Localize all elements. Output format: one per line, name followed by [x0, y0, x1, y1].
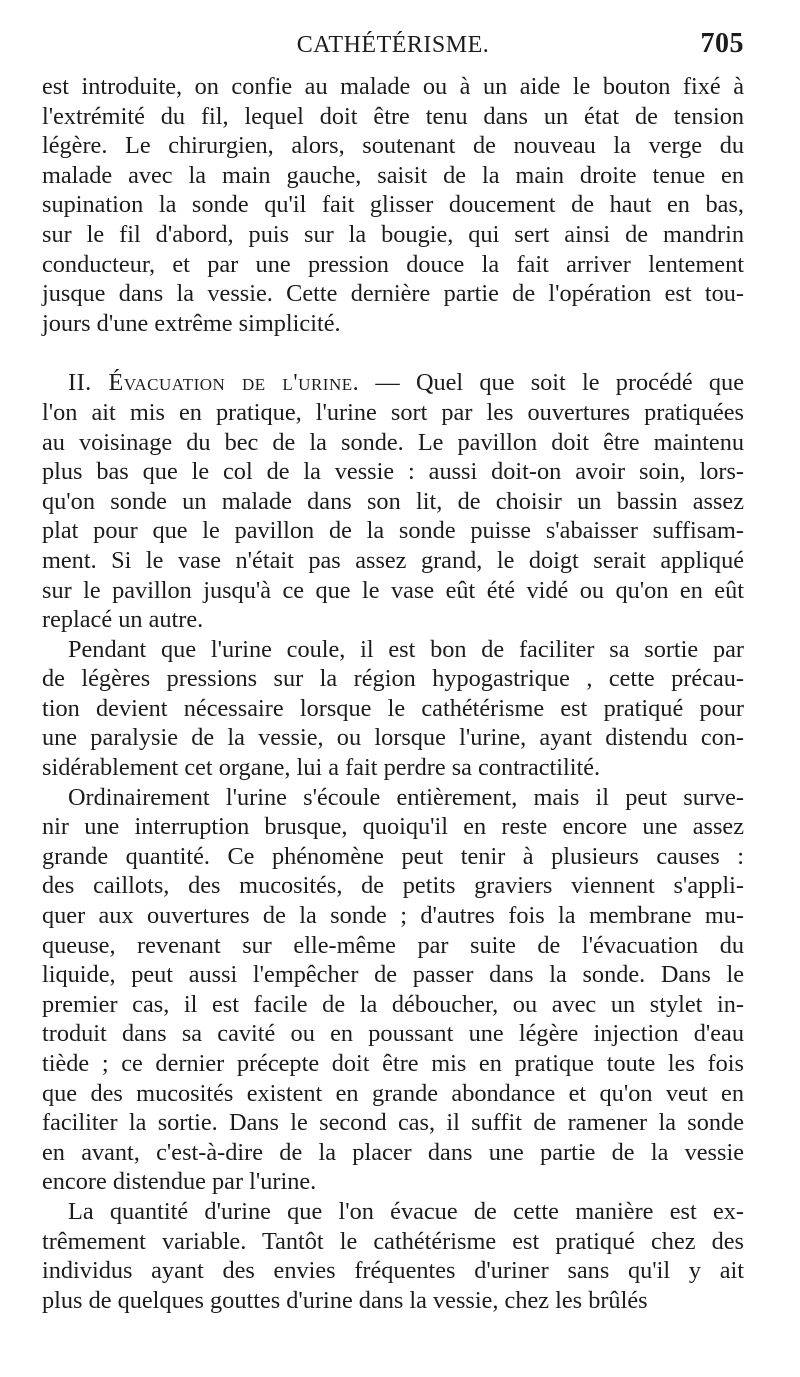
text-line: Ordinairement l'urine s'écoule entièrement, mais il peut surve-	[68, 783, 744, 811]
book-page	[42, 28, 744, 1315]
text-line: replacé un autre.	[42, 606, 204, 634]
text-line: tion devient nécessaire lorsque le cathétérisme est pratiqué pour	[42, 694, 744, 722]
text-line: sur le fil d'abord, puis sur la bougie, qui sert ainsi de mandrin	[42, 220, 744, 248]
text-line: des caillots, des mucosités, de petits graviers viennent s'appli-	[42, 872, 744, 900]
text-line: quer aux ouvertures de la sonde ; d'autres fois la membrane mu-	[42, 902, 744, 930]
text-line: tiède ; ce dernier précepte doit être mis en pratique toute les fois	[42, 1050, 744, 1077]
text-line: conducteur, et par une pression douce la fait arriver lentement	[42, 250, 744, 278]
page-number: 705	[700, 28, 744, 59]
text-line: légère. Le chirurgien, alors, soutenant de nouveau la verge du	[42, 132, 744, 160]
text-line: que des mucosités existent en grande abondance et qu'on veut en	[42, 1079, 744, 1107]
text-line-rest: — Quel que soit le procédé que	[375, 369, 744, 397]
text-line: une paralysie de la vessie, ou lorsque l'urine, ayant distendu con-	[42, 724, 744, 752]
text-line: plat pour que le pavillon de la sonde puisse s'abaisser suffisam-	[42, 517, 744, 545]
text-line: supination la sonde qu'il fait glisser doucement de haut en bas,	[42, 191, 744, 219]
running-title: CATHÉTÉRISME.	[296, 32, 490, 58]
text-line: au voisinage du bec de la sonde. Le pavillon doit être maintenu	[42, 428, 744, 456]
text-line	[42, 368, 744, 398]
text-line: l'extrémité du fil, lequel doit être tenu dans un état de tension	[42, 102, 744, 130]
text-line: en avant, c'est-à-dire de la placer dans une partie de la vessie	[42, 1138, 744, 1166]
section-heading: II. Évacuation de l'urine.	[68, 369, 360, 397]
paragraph	[42, 368, 744, 634]
text-line: jusque dans la vessie. Cette dernière partie de l'opération est tou-	[42, 280, 744, 308]
text-line: jours d'une extrême simplicité.	[42, 309, 341, 337]
paragraph	[42, 783, 744, 1197]
text-line: individus ayant des envies fréquentes d'uriner sans qu'il y ait	[42, 1257, 744, 1285]
text-line: liquide, peut aussi l'empêcher de passer dans la sonde. Dans le	[42, 961, 744, 989]
text-line: de légères pressions sur la région hypogastrique , cette précau-	[42, 665, 744, 693]
paragraph	[42, 635, 744, 783]
text-line: nir une interruption brusque, quoiqu'il en reste encore une assez	[42, 813, 744, 841]
text-line: plus de quelques gouttes d'urine dans la vessie, chez les brûlés	[42, 1286, 648, 1314]
paragraph	[42, 1197, 744, 1315]
text-line: encore distendue par l'urine.	[42, 1168, 317, 1196]
text-line: premier cas, il est facile de la déboucher, ou avec un stylet in-	[42, 990, 744, 1018]
text-line: est introduite, on confie au malade ou à un aide le bouton fixé à	[42, 73, 744, 100]
text-line: trêmement variable. Tantôt le cathétérisme est pratiqué chez des	[42, 1227, 744, 1255]
text-line: Pendant que l'urine coule, il est bon de faciliter sa sortie par	[68, 635, 744, 663]
text-line: sidérablement cet organe, lui a fait perdre sa contractilité.	[42, 754, 601, 782]
text-line: malade avec la main gauche, saisit de la main droite tenue en	[42, 161, 744, 189]
text-line: troduit dans sa cavité ou en poussant une légère injection d'eau	[42, 1020, 744, 1048]
text-line: faciliter la sortie. Dans le second cas, il suffit de ramener la sonde	[42, 1109, 744, 1137]
paragraph	[42, 72, 744, 338]
text-line: La quantité d'urine que l'on évacue de cette manière est ex-	[68, 1197, 744, 1225]
running-header	[42, 28, 744, 68]
text-line: sur le pavillon jusqu'à ce que le vase eût été vidé ou qu'on en eût	[42, 576, 744, 604]
text-line: qu'on sonde un malade dans son lit, de choisir un bassin assez	[42, 487, 744, 515]
text-line: l'on ait mis en pratique, l'urine sort par les ouvertures pratiquées	[42, 398, 744, 426]
text-line: queuse, revenant sur elle-même par suite de l'évacuation du	[42, 931, 744, 959]
text-line: grande quantité. Ce phénomène peut tenir à plusieurs causes :	[42, 842, 744, 870]
body-text	[42, 72, 744, 1315]
text-line: plus bas que le col de la vessie : aussi doit-on avoir soin, lors-	[42, 458, 744, 486]
section-gap	[42, 338, 744, 368]
text-line: ment. Si le vase n'était pas assez grand, le doigt serait appliqué	[42, 546, 744, 574]
